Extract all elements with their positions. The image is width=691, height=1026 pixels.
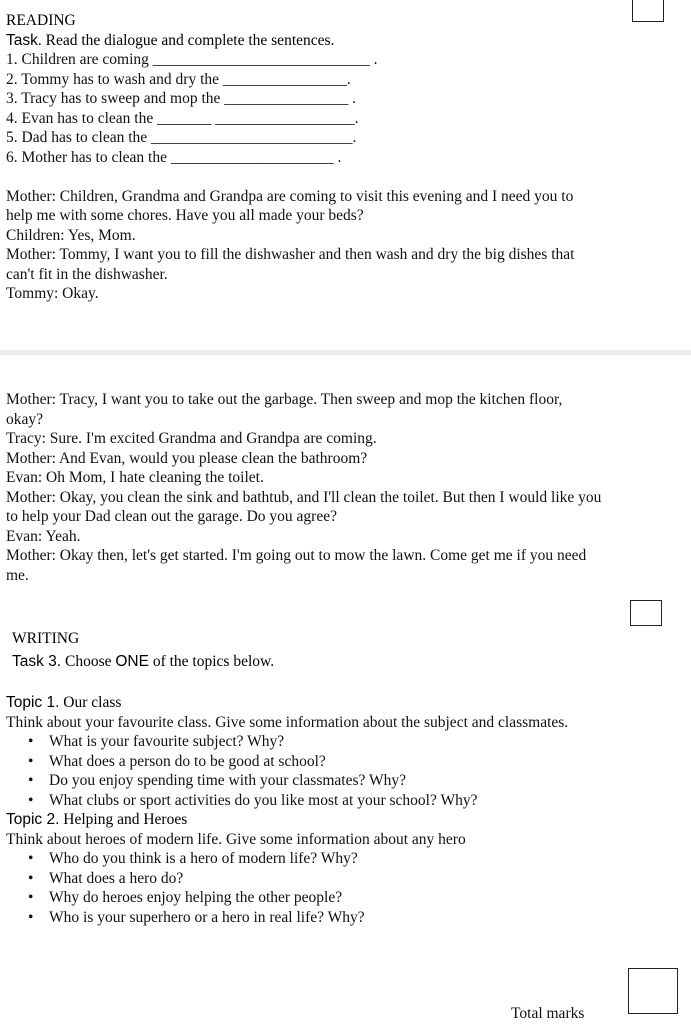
dialogue-line: Tracy: Sure. I'm excited Grandma and Grandpa are coming. xyxy=(6,430,377,447)
topic-2-question: What does a hero do? xyxy=(49,870,184,887)
dialogue-line: Evan: Yeah. xyxy=(6,528,81,545)
sentence-5: 5. Dad has to clean the __________________________. xyxy=(6,129,357,146)
total-marks-box[interactable] xyxy=(628,968,678,1014)
dialogue-line: Mother: Tracy, I want you to take out the garbage. Then sweep and mop the kitchen floor, xyxy=(6,391,563,408)
dialogue-line: okay? xyxy=(6,411,44,428)
bullet-icon: • xyxy=(28,772,34,789)
dialogue-line: Mother: Okay, you clean the sink and bathtub, and I'll clean the toilet. But then I would like you xyxy=(6,489,602,506)
writing-heading: WRITING xyxy=(12,630,80,647)
sentence-1: 1. Children are coming ____________________________ . xyxy=(6,51,378,68)
dialogue-line: to help your Dad clean out the garage. Do you agree? xyxy=(6,508,337,525)
topic-1-heading xyxy=(6,694,121,712)
topic-2-heading xyxy=(6,811,187,829)
total-marks-label: Total marks xyxy=(511,1005,585,1022)
topic-2-title: Helping and Heroes xyxy=(59,811,188,828)
reading-task-instruction xyxy=(6,32,334,50)
topic-1-question: What is your favourite subject? Why? xyxy=(49,733,285,750)
dialogue-line: Mother: Children, Grandma and Grandpa are coming to visit this evening and I need you to xyxy=(6,188,574,205)
topic-2-intro: Think about heroes of modern life. Give some information about any hero xyxy=(6,831,466,848)
sentence-2: 2. Tommy has to wash and dry the ________________. xyxy=(6,71,351,88)
topic-1-intro: Think about your favourite class. Give some information about the subject and classmates. xyxy=(6,714,569,731)
topic-2-question: Who do you think is a hero of modern life? Why? xyxy=(49,850,358,867)
topic-1-question: What does a person do to be good at school? xyxy=(49,753,326,770)
bullet-icon: • xyxy=(28,909,34,926)
writing-task-pre: Choose xyxy=(61,653,116,670)
dialogue-line: Children: Yes, Mom. xyxy=(6,227,136,244)
topic-1-question: What clubs or sport activities do you like most at your school? Why? xyxy=(49,792,478,809)
dialogue-line: Mother: Okay then, let's get started. I'm going out to mow the lawn. Come get me if you need xyxy=(6,547,587,564)
reading-task-text: . Read the dialogue and complete the sentences. xyxy=(37,32,335,49)
sentence-6: 6. Mother has to clean the _____________________ . xyxy=(6,149,342,166)
topic-2-label: Topic 2. xyxy=(6,811,60,828)
dialogue-line: Evan: Oh Mom, I hate cleaning the toilet. xyxy=(6,469,264,486)
topic-1-question: Do you enjoy spending time with your classmates? Why? xyxy=(49,772,407,789)
bullet-icon: • xyxy=(28,870,34,887)
reading-score-box[interactable] xyxy=(632,0,664,22)
dialogue-line: Tommy: Okay. xyxy=(6,285,99,302)
dialogue-line: help me with some chores. Have you all made your beds? xyxy=(6,207,364,224)
bullet-icon: • xyxy=(28,889,34,906)
writing-score-box[interactable] xyxy=(630,600,662,626)
writing-task-instruction xyxy=(12,653,274,671)
bullet-icon: • xyxy=(28,753,34,770)
reading-heading: READING xyxy=(6,12,76,29)
writing-task-label: Task 3. xyxy=(12,653,62,670)
topic-2-question: Why do heroes enjoy helping the other people? xyxy=(49,889,343,906)
sentence-3: 3. Tracy has to sweep and mop the ________________ . xyxy=(6,90,357,107)
dialogue-line: can't fit in the dishwasher. xyxy=(6,266,168,283)
bullet-icon: • xyxy=(28,850,34,867)
bullet-icon: • xyxy=(28,792,34,809)
dialogue-line: me. xyxy=(6,567,29,584)
sentence-4: 4. Evan has to clean the _______ __________________. xyxy=(6,110,359,127)
dialogue-line: Mother: And Evan, would you please clean the bathroom? xyxy=(6,450,368,467)
bullet-icon: • xyxy=(28,733,34,750)
writing-task-post: of the topics below. xyxy=(148,653,275,670)
topic-1-label: Topic 1. xyxy=(6,694,60,711)
topic-1-title: Our class xyxy=(59,694,122,711)
page-break-divider xyxy=(0,350,691,355)
dialogue-line: Mother: Tommy, I want you to fill the dishwasher and then wash and dry the big dishes that xyxy=(6,246,575,263)
reading-task-label: Task xyxy=(6,32,38,49)
writing-task-one: ONE xyxy=(115,653,149,670)
topic-2-question: Who is your superhero or a hero in real life? Why? xyxy=(49,909,365,926)
